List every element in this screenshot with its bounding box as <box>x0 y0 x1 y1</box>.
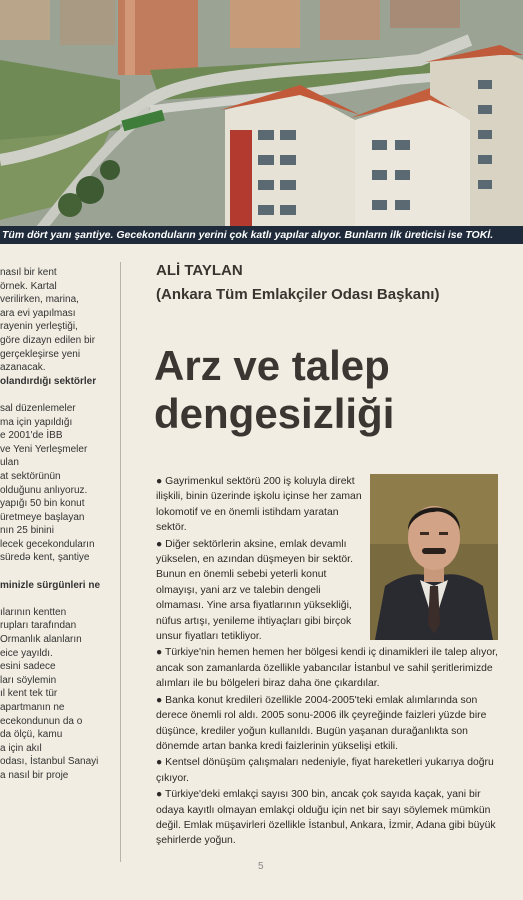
headline <box>154 342 514 438</box>
left-column-line: eice yayıldı. <box>0 647 53 659</box>
left-column-line: ecekondunun da o <box>0 715 83 727</box>
page-number: 5 <box>258 861 264 872</box>
body-paragraph-4: ● Banka konut kredileri özellikle 2004-2005'teki emlak alımlarında son derece önemli rol aldı. 2005 sonu-2006 ilk çeyreğinde faizleri yüzde bire düşünce, krediler yoğun kullanıldı. Bugün yaşanan durağanlıkta son dönemde artan banka kredi faizlerinin yükselişi etkili. <box>156 694 487 752</box>
left-column-line: at sektörünün <box>0 470 61 482</box>
headline-line-2: dengesizliği <box>154 390 395 437</box>
construction-photo-art <box>0 0 523 244</box>
left-column-line: da ölçü, kamu <box>0 729 63 741</box>
left-column-line <box>0 592 112 606</box>
left-column-line: ma için yapıldığı <box>0 416 73 428</box>
left-column-line: göre dizayn edilen bir <box>0 334 96 346</box>
left-column-line: rayenin yerleştiği, <box>0 321 78 333</box>
body-paragraph-6: ● Türkiye'deki emlakçi sayısı 300 bin, ancak çok sayıda kaçak, yani bir odaya kayıtlı olmayan emlakçi olduğu için net bir sayı söylemek mümkün değil. Emlak müşavirleri özellikle İstanbul, Ankara, İzmir, Adana gibi büyük şehirlerde yoğun. <box>156 789 496 847</box>
left-column-article <box>0 266 112 866</box>
left-column-line: ılarının kentten <box>0 606 67 618</box>
article-body <box>156 474 506 850</box>
left-column-line: apartmanın ne <box>0 702 65 713</box>
left-column-line: yapığı 50 bin konut <box>0 498 85 510</box>
construction-photo <box>0 0 523 244</box>
left-column-line: lecek gecekonduların <box>0 538 95 550</box>
left-column-line: olandırdığı sektörler <box>0 375 97 387</box>
left-column-line: ve Yeni Yerleşmeler <box>0 443 88 455</box>
left-column-line: nın 25 binini <box>0 525 54 537</box>
left-column-line: minizle sürgünleri ne <box>0 579 101 591</box>
left-column-line: sal düzenlemeler <box>0 402 76 414</box>
left-column-line: a nasıl bir proje <box>0 769 69 781</box>
left-column-line: ulan <box>0 457 19 469</box>
author-name: ALİ TAYLAN <box>156 262 243 279</box>
left-column-line: azanacak. <box>0 362 46 374</box>
left-column-line: a için akıl <box>0 742 42 754</box>
left-column-line: gerçekleşirse yeni <box>0 348 81 360</box>
left-column-line: nasıl bir kent <box>0 267 57 278</box>
column-divider <box>120 262 121 862</box>
left-column-line: ıl kent tek tür <box>0 688 58 700</box>
left-column-line: Ormanlık alanların <box>0 634 82 646</box>
left-column-line <box>0 565 112 579</box>
left-column-line: örnek. Kartal <box>0 280 57 292</box>
left-column-line: süredə kent, şantiye <box>0 552 90 564</box>
body-paragraph-2: ● Diğer sektörlerin aksine, emlak devamlı yükselen, en azından düşmeyen bir sektör. Bunun en önemli sebebi yeterli konut olmayışı, yani arz ve talebin dengeli olmaması. Yine arsa fiyatlarının yüksekliği, nüfus artışı, yenileme ihtiyaçları gibi birçok unsur fiyatları tetikliyor. <box>156 538 353 643</box>
body-paragraph-3: ● Türkiye'nin hemen hemen her bölgesi kendi iç dinamikleri ile talep alıyor, ancak son zamanlarda özellikle yabancılar İstanbul ve sahil şeritlerimizde alımları ile bu bölgeleri biraz daha öne çıkardılar. <box>156 647 498 690</box>
author-title: (Ankara Tüm Emlakçiler Odası Başkanı) <box>156 286 440 303</box>
left-column-line: olduğunu anlıyoruz. <box>0 484 88 496</box>
left-column-line: ara evi yapılması <box>0 307 76 319</box>
left-column-line: odası, İstanbul Sanayi <box>0 756 99 768</box>
left-column-line: üretmeye başlayan <box>0 511 85 523</box>
left-column-line <box>0 388 112 402</box>
left-column-line: e 2001'de İBB <box>0 430 63 442</box>
left-column-line: rupları tarafından <box>0 620 77 632</box>
left-column-line: esini sadece <box>0 661 56 673</box>
headline-line-1: Arz ve talep <box>154 342 390 389</box>
photo-caption: Tüm dört yanı şantiye. Gecekonduların yerini çok katlı yapılar alıyor. Bunların ilk üreticisi ise TOKİ. <box>0 226 523 244</box>
left-column-line: verilirken, marina, <box>0 294 79 306</box>
body-paragraph-1: ● Gayrimenkul sektörü 200 iş koluyla direkt ilişkili, binin üzerinde işkolu içinse her zaman lokomotif ve en önemli istihdam yaratan sektör. <box>156 476 362 534</box>
body-paragraph-5: ● Kentsel dönüşüm çalışmaları nedeniyle, fiyat hareketleri yukarıya doğru çıkıyor. <box>156 757 494 784</box>
left-column-line: ları söylemin <box>0 674 57 686</box>
